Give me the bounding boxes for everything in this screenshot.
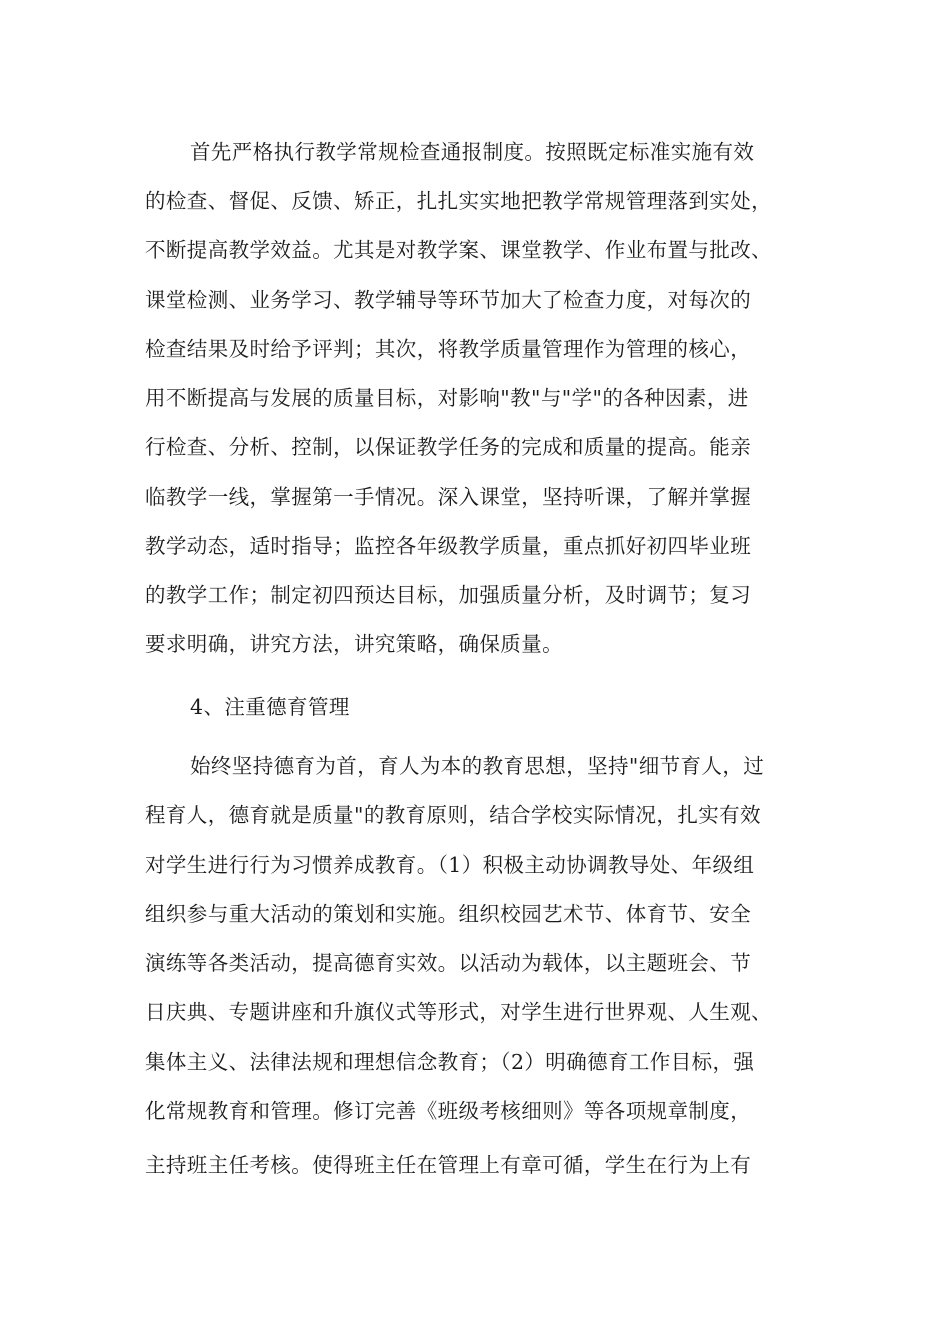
paragraph-1-line-10: 的教学工作；制定初四预达目标，加强质量分析，及时调节；复习 xyxy=(145,583,752,607)
paragraph-1-line-7: 行检查、分析、控制，以保证教学任务的完成和质量的提高。能亲 xyxy=(145,435,752,459)
paragraph-2-line-9: 主持班主任考核。使得班主任在管理上有章可循，学生在行为上有 xyxy=(145,1153,752,1177)
paragraph-1-line-3: 不断提高教学效益。尤其是对教学案、课堂教学、作业布置与批改、 xyxy=(145,238,772,262)
paragraph-2-line-7: 集体主义、法律法规和理想信念教育；（2）明确德育工作目标，强 xyxy=(145,1050,755,1074)
paragraph-2-line-6: 日庆典、专题讲座和升旗仪式等形式，对学生进行世界观、人生观、 xyxy=(145,1000,772,1024)
paragraph-2-line-8: 化常规教育和管理。修订完善《班级考核细则》等各项规章制度， xyxy=(145,1099,752,1123)
paragraph-2-line-4: 组织参与重大活动的策划和实施。组织校园艺术节、体育节、安全 xyxy=(145,902,752,926)
paragraph-1-line-8: 临教学一线，掌握第一手情况。深入课堂，坚持听课，了解并掌握 xyxy=(145,485,752,509)
paragraph-1-line-9: 教学动态，适时指导；监控各年级教学质量，重点抓好初四毕业班 xyxy=(145,534,752,558)
paragraph-1-line-4: 课堂检测、业务学习、教学辅导等环节加大了检查力度，对每次的 xyxy=(145,288,752,312)
paragraph-2-line-1: 始终坚持德育为首，育人为本的教育思想，坚持"细节育人，过 xyxy=(190,754,765,778)
paragraph-2-line-5: 演练等各类活动，提高德育实效。以活动为载体，以主题班会、节 xyxy=(145,951,752,975)
paragraph-1-line-6: 用不断提高与发展的质量目标，对影响"教"与"学"的各种因素，进 xyxy=(145,386,749,410)
paragraph-1-line-1: 首先严格执行教学常规检查通报制度。按照既定标准实施有效 xyxy=(190,140,755,164)
paragraph-1-line-11: 要求明确，讲究方法，讲究策略，确保质量。 xyxy=(145,632,563,656)
paragraph-1-line-2: 的检查、督促、反馈、矫正，扎扎实实地把教学常规管理落到实处， xyxy=(145,189,772,213)
paragraph-2-line-2: 程育人，德育就是质量"的教育原则，结合学校实际情况，扎实有效 xyxy=(145,803,761,827)
paragraph-1-line-5: 检查结果及时给予评判；其次，将教学质量管理作为管理的核心， xyxy=(145,337,752,361)
section-heading: 4、注重德育管理 xyxy=(190,695,350,719)
paragraph-2-line-3: 对学生进行行为习惯养成教育。（1）积极主动协调教导处、年级组 xyxy=(145,853,755,877)
